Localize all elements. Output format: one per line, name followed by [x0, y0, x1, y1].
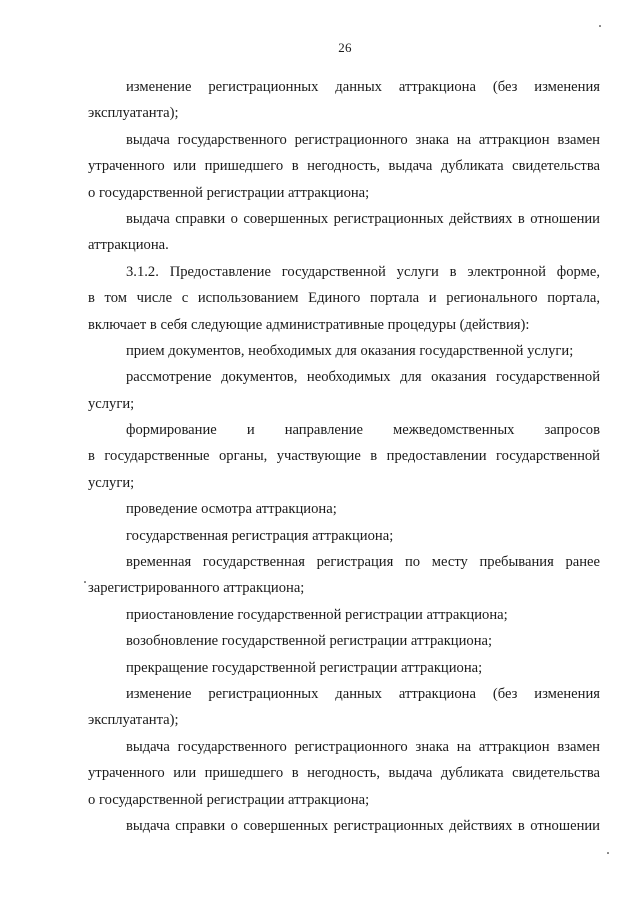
text-line: о государственной регистрации аттракциона; [88, 791, 370, 808]
text-line: услуги; [88, 474, 135, 491]
text-line: рассмотрение документов, необходимых для оказания государственной [126, 369, 600, 386]
text-line: государственная регистрация аттракциона; [126, 527, 394, 544]
text-line: эксплуатанта); [88, 712, 179, 729]
text-line: в том числе с использованием Единого портала и регионального портала, [88, 290, 600, 307]
text-line: прекращение государственной регистрации аттракциона; [126, 659, 483, 676]
paragraph [88, 206, 600, 259]
paragraph [88, 523, 600, 549]
paragraph [88, 417, 600, 496]
paragraph [88, 813, 600, 839]
text-line: выдача государственного регистрационного знака на аттракцион взамен [126, 131, 600, 148]
scan-speck [599, 25, 601, 27]
paragraph [88, 338, 600, 364]
paragraph [88, 602, 600, 628]
paragraph [88, 655, 600, 681]
text-line: выдача государственного регистрационного знака на аттракцион взамен [126, 738, 600, 755]
text-line: услуги; [88, 395, 135, 412]
text-line: утраченного или пришедшего в негодность, выдача дубликата свидетельства [88, 765, 600, 782]
text-line: формирование и направление межведомственных запросов [126, 422, 600, 439]
text-line: возобновление государственной регистрации аттракциона; [126, 633, 493, 650]
paragraph [88, 628, 600, 654]
text-line: утраченного или пришедшего в негодность, выдача дубликата свидетельства [88, 158, 600, 175]
text-line: приостановление государственной регистрации аттракциона; [126, 606, 508, 623]
text-line: включает в себя следующие административные процедуры (действия): [88, 316, 530, 333]
text-line: аттракциона. [88, 237, 169, 254]
text-line: изменение регистрационных данных аттракциона (без изменения [126, 79, 600, 95]
text-line: изменение регистрационных данных аттракциона (без изменения [126, 685, 600, 702]
text-line: зарегистрированного аттракциона; [88, 580, 305, 597]
text-line: о государственной регистрации аттракциона; [88, 184, 370, 201]
paragraph [88, 127, 600, 206]
text-line: эксплуатанта); [88, 105, 179, 122]
text-line: прием документов, необходимых для оказания государственной услуги; [126, 342, 574, 359]
text-line: в государственные органы, участвующие в предоставлении государственной [88, 448, 600, 465]
paragraph [88, 496, 600, 522]
paragraph [88, 734, 600, 813]
text-line: временная государственная регистрация по месту пребывания ранее [126, 554, 600, 571]
paragraph [88, 681, 600, 734]
paragraph [88, 259, 600, 338]
text-line: выдача справки о совершенных регистрационных действиях в отношении [126, 210, 600, 227]
text-line: выдача справки о совершенных регистрационных действиях в отношении [126, 817, 600, 834]
document-body [88, 74, 600, 839]
paragraph [88, 74, 600, 127]
text-line: 3.1.2. Предоставление государственной услуги в электронной форме, [126, 263, 600, 280]
page-number: 26 [338, 40, 352, 55]
scan-speck [607, 852, 609, 854]
text-line: проведение осмотра аттракциона; [126, 501, 337, 518]
paragraph [88, 549, 600, 602]
scan-speck [84, 581, 86, 583]
paragraph [88, 364, 600, 417]
